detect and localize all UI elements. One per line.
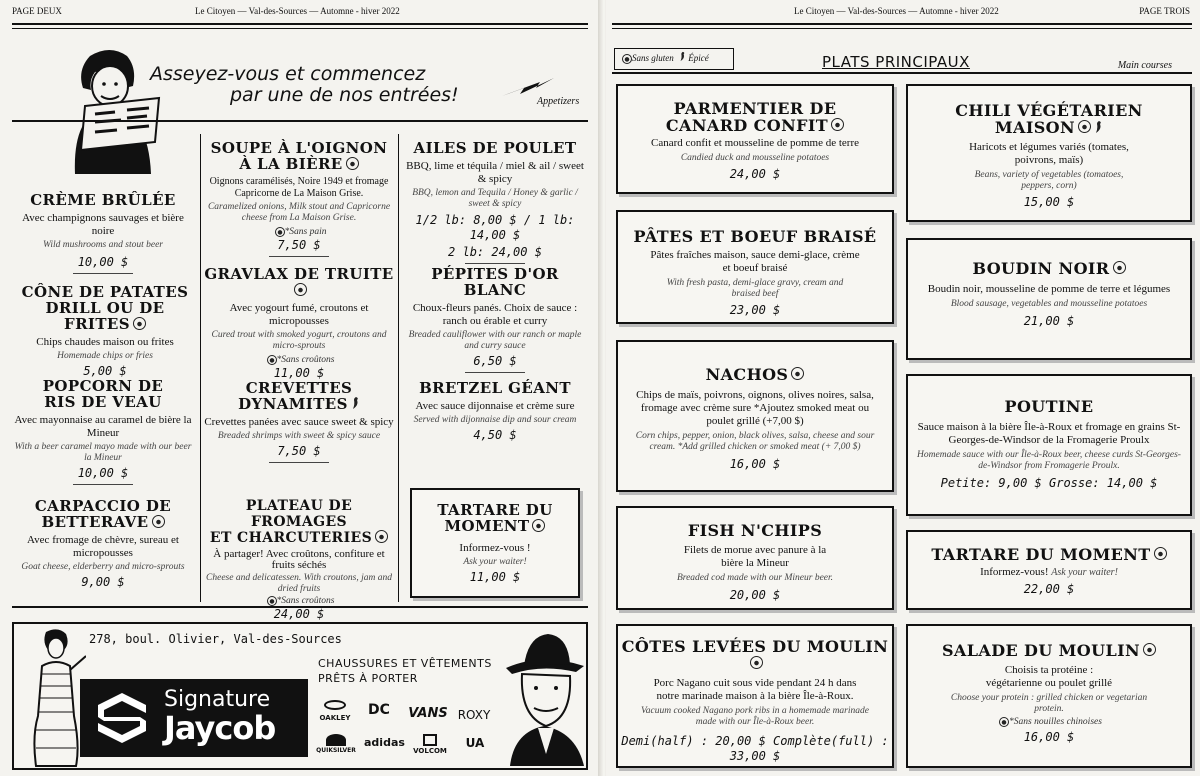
lightning-bolt-icon [500, 76, 556, 98]
menu-item [12, 192, 194, 274]
icon-legend: Sans gluten Épicé [614, 48, 734, 70]
gluten-free-icon [267, 355, 277, 365]
item-price: 11,00 $ [273, 366, 325, 380]
chili-pepper-icon [1094, 120, 1103, 134]
item-price: 7,50 $ [277, 238, 321, 252]
item-title: TARTARE DU MOMENT [437, 501, 553, 535]
gluten-free-icon [1078, 120, 1091, 133]
menu-item-box [906, 624, 1192, 768]
item-desc-en: With fresh pasta, demi-glace gravy, cream and braised beef [666, 278, 844, 299]
menu-item-box [616, 210, 894, 324]
gluten-free-icon [375, 530, 388, 543]
item-price: 16,00 $ [1023, 730, 1075, 744]
menu-item-box [906, 530, 1192, 610]
running-header-right: Le Citoyen — Val-des-Sources — Automne - hiver 2022 [794, 6, 999, 16]
menu-item [12, 284, 198, 379]
menu-item [12, 378, 194, 485]
menu-item [204, 498, 394, 622]
menu-item [402, 266, 588, 373]
item-desc-en: Cheese and delicatessen. With croutons, jam and dried fruits [206, 573, 392, 594]
item-title: PÉPITES D'OR BLANC [431, 265, 559, 299]
item-title: TARTARE DU MOMENT [908, 546, 1190, 563]
item-desc-en: Wild mushrooms and stout beer [43, 240, 163, 250]
item-desc: Boudin noir, mousseline de pomme de terre et légumes [927, 283, 1171, 295]
menu-item-box [616, 624, 894, 768]
item-price: 20,00 $ [729, 588, 781, 602]
man-with-hat-illustration [498, 626, 586, 768]
brand-vans: VANS [408, 706, 448, 721]
item-desc-en: Goat cheese, elderberry and micro-sprouts [21, 562, 185, 572]
item-title: CRÈME BRÛLÉE [30, 191, 176, 209]
item-desc: BBQ, lime et téquila / miel & ail / sweet & spicy [406, 160, 584, 185]
brand-name-line2: Jaycob [164, 709, 276, 747]
item-desc: Crevettes panées avec sauce sweet & spicy [204, 416, 394, 428]
menu-item-box [616, 340, 894, 492]
item-price: 21,00 $ [1023, 314, 1075, 328]
brand-quiksilver: QUIKSILVER [314, 734, 358, 754]
item-title: BRETZEL GÉANT [419, 379, 571, 397]
item-price-line: 1/2 lb: 8,00 $ / 1 lb: 14,00 $ [415, 213, 575, 242]
item-title: CARPACCIO DE BETTERAVE [34, 497, 172, 531]
item-desc: Porc Nagano cuit sous vide pendant 24 h dans notre marinade maison à la bière Île-à-Roux. [653, 677, 857, 702]
menu-item-box [906, 374, 1192, 516]
item-desc: Oignons caramélisés, Noire 1949 et fromage Capricorne de La Maison Grise. [209, 176, 389, 199]
store-tagline: CHAUSSURES ET VÊTEMENTS PRÊTS À PORTER [318, 657, 492, 685]
item-desc-en: BBQ, lemon and Tequila / Honey & garlic / sweet & spicy [412, 188, 578, 209]
item-desc: Sauce maison à la bière Île-à-Roux et fromage en grains St-Georges-de-Windsor de la Fromagerie Proulx [917, 421, 1181, 446]
item-price: 23,00 $ [729, 303, 781, 317]
main-courses-subheading: Main courses [1117, 60, 1172, 71]
item-desc: Avec fromage de chèvre, sureau et micropousses [27, 534, 179, 559]
woman-illustration [24, 626, 86, 768]
item-title: CREVETTES DYNAMITES [204, 380, 394, 412]
brand-adidas: adidas [364, 736, 405, 749]
gluten-free-icon [133, 317, 146, 330]
menu-item-box [906, 238, 1192, 360]
item-desc: Chips de maïs, poivrons, oignons, olives noires, salsa, fromage avec crème sure *Ajoutez smoked meat ou poulet grillé (+7,00 $) [636, 389, 874, 427]
item-title: NACHOS [618, 366, 892, 383]
brand-dc: DC [368, 702, 390, 718]
item-title: POPCORN DE RIS DE VEAU [42, 377, 164, 411]
item-price: 10,00 $ [77, 466, 129, 480]
gluten-free-icon [152, 515, 165, 528]
appetizers-heading: Asseyez-vous et commencez par une de nos entrées! [150, 63, 459, 106]
item-price: 6,50 $ [473, 354, 517, 368]
item-price: 22,00 $ [1023, 582, 1075, 596]
item-desc: Choisis ta protéine : végétarienne ou poulet grillé [985, 664, 1113, 689]
item-desc: Avec sauce dijonnaise et crème sure [415, 400, 575, 412]
item-desc-en: Choose your protein : grilled chicken or vegetarian protein. [950, 693, 1148, 714]
page-number-right: PAGE TROIS [1139, 6, 1190, 16]
item-desc-en: Caramelized onions, Milk stout and Capricorne cheese from La Maison Grise. [207, 202, 391, 223]
gluten-free-icon [275, 227, 285, 237]
item-desc-en: Blood sausage, vegetables and mousseline potatoes [950, 299, 1148, 309]
item-desc: Haricots et légumes variés (tomates, poivrons, maïs) [969, 141, 1129, 166]
item-price: 11,00 $ [469, 570, 521, 584]
item-title: CÔNE DE PATATES DRILL OU DE FRITES [21, 283, 189, 333]
signature-jaycob-ad[interactable] [12, 622, 588, 770]
item-title: BOUDIN NOIR [908, 260, 1190, 277]
chili-pepper-icon [679, 51, 686, 62]
item-title: PARMENTIER DE CANARD CONFIT [618, 100, 892, 134]
brand-under-armour: UA [465, 736, 485, 750]
item-price: 24,00 $ [273, 607, 325, 621]
menu-item [402, 140, 588, 264]
header-rule-thin [12, 28, 588, 29]
section-rule [12, 606, 588, 608]
item-price: 10,00 $ [77, 255, 129, 269]
item-desc: Informez-vous! Ask your waiter! [980, 566, 1118, 578]
column-divider [200, 134, 201, 602]
menu-item-box [906, 84, 1192, 222]
item-title: SOUPE À L'OIGNON À LA BIÈRE [210, 139, 388, 173]
item-note: *Sans pain [204, 226, 394, 238]
item-title: FISH N'CHIPS [687, 521, 823, 540]
item-desc: Avec champignons sauvages et bière noire [22, 212, 184, 237]
signature-jaycob-logo [80, 679, 308, 757]
s-logo-icon [94, 691, 150, 745]
item-desc: Choux-fleurs panés. Choix de sauce : ranch ou érable et curry [412, 302, 578, 327]
item-title: PLATEAU DE FROMAGES ET CHARCUTERIES [204, 498, 394, 546]
item-title: CÔTES LEVÉES DU MOULIN [618, 638, 892, 672]
item-desc-en: Homemade chips or fries [57, 351, 153, 361]
brand-volcom: VOLCOM [410, 734, 450, 755]
item-title: POUTINE [1004, 397, 1094, 416]
item-note: *Sans croûtons [204, 354, 394, 366]
item-note: *Sans croûtons [204, 595, 394, 607]
gluten-free-icon [346, 157, 359, 170]
header-rule-thin [612, 28, 1192, 29]
appetizers-subheading: Appetizers [537, 96, 580, 107]
running-header-left: Le Citoyen — Val-des-Sources — Automne - hiver 2022 [195, 6, 400, 16]
right-page [606, 0, 1200, 776]
item-price-line: Demi(half) : 20,00 $ Complète(full) : 33,00 $ [621, 734, 889, 763]
item-desc-en: Breaded cauliflower with our ranch or maple and curry sauce [408, 330, 582, 351]
item-desc: Avec mayonnaise au caramel de bière la Mineur [14, 414, 192, 439]
menu-item [204, 380, 394, 463]
item-desc: Filets de morue avec panure à la bière la Mineur [683, 544, 827, 569]
brand-name-line1: Signature [164, 687, 271, 712]
tartare-du-moment-box [410, 488, 580, 598]
item-price-line: 2 lb: 24,00 $ [448, 245, 542, 259]
item-desc: Informez-vous ! [459, 542, 531, 554]
gluten-free-icon [294, 283, 307, 296]
brand-oakley: OAKLEY [317, 700, 353, 723]
header-rule [12, 23, 588, 25]
item-desc-en: Breaded shrimps with sweet & spicy sauce [217, 431, 381, 441]
chili-pepper-icon [351, 396, 360, 410]
main-courses-heading: PLATS PRINCIPAUX [822, 53, 970, 71]
gluten-free-icon [831, 118, 844, 131]
menu-item-box [616, 506, 894, 610]
section-rule [612, 72, 1192, 74]
item-title: SALADE DU MOULIN [908, 642, 1190, 659]
item-desc-en: Candied duck and mousseline potatoes [680, 153, 830, 163]
item-desc-en: Homemade sauce with our Île-à-Roux beer, cheese curds St-Georges-de-Windsor from Fromagerie Proulx. [917, 450, 1181, 471]
page-number-left: PAGE DEUX [12, 6, 62, 16]
item-price: 15,00 $ [1023, 195, 1075, 209]
item-desc: Avec yogourt fumé, croutons et micropousses [229, 302, 369, 327]
gluten-free-icon [750, 656, 763, 669]
gluten-free-icon [791, 367, 804, 380]
item-desc: Chips chaudes maison ou frites [36, 336, 174, 348]
item-desc-en: Served with dijonnaise dip and sour cream [413, 415, 577, 425]
item-desc-en: Ask your waiter! [463, 557, 527, 567]
item-price: 4,50 $ [473, 428, 517, 442]
item-price: 5,00 $ [83, 364, 127, 378]
item-price: 24,00 $ [729, 167, 781, 181]
menu-item [204, 266, 394, 381]
column-divider [398, 134, 399, 602]
brand-roxy: ROXY [457, 708, 491, 722]
item-desc-en: Beans, variety of vegetables (tomatoes, peppers, corn) [974, 170, 1124, 191]
item-desc: À partager! Avec croûtons, confiture et fruits séchés [213, 548, 385, 571]
menu-item [402, 380, 588, 443]
item-price: 16,00 $ [729, 457, 781, 471]
section-rule [12, 120, 588, 122]
item-desc-en: Cured trout with smoked yogurt, croutons and micro-sprouts [211, 330, 387, 351]
menu-item [12, 498, 194, 590]
gluten-free-icon [1113, 261, 1126, 274]
item-price-line: Petite: 9,00 $ Grosse: 14,00 $ [940, 476, 1158, 490]
item-desc-en: With a beer caramel mayo made with our beer la Mineur [14, 442, 192, 463]
menu-item-box [616, 84, 894, 194]
item-title: CHILI VÉGÉTARIEN MAISON [955, 101, 1143, 137]
gluten-free-icon [1154, 547, 1167, 560]
header-rule [612, 23, 1192, 25]
item-title: GRAVLAX DE TRUITE [204, 266, 394, 298]
menu-item [204, 140, 394, 257]
gluten-free-icon [1143, 643, 1156, 656]
item-desc-en: Corn chips, pepper, onion, black olives, salsa, cheese and sour cream. *Add grilled chicken or smoked meat (+ 7,00 $) [635, 431, 875, 452]
gluten-free-icon [532, 519, 545, 532]
item-desc-en: Vacuum cooked Nagano pork ribs in a homemade marinade made with our Île-à-Roux beer. [641, 706, 869, 727]
item-title: AILES DE POULET [413, 139, 577, 157]
gluten-free-icon [267, 596, 277, 606]
item-note: *Sans nouilles chinoises [908, 716, 1190, 728]
item-price: 7,50 $ [277, 444, 321, 458]
item-price: 9,00 $ [81, 575, 125, 589]
item-desc: Canard confit et mousseline de pomme de terre [650, 137, 859, 149]
gluten-free-icon [999, 717, 1009, 727]
item-desc-en: Breaded cod made with our Mineur beer. [676, 573, 834, 583]
store-address: 278, boul. Olivier, Val-des-Sources [89, 632, 342, 646]
item-desc: Pâtes fraîches maison, sauce demi-glace, crème et boeuf braisé [650, 249, 860, 274]
gluten-free-icon [622, 54, 632, 64]
item-title: PÂTES ET BOEUF BRAISÉ [633, 227, 877, 246]
